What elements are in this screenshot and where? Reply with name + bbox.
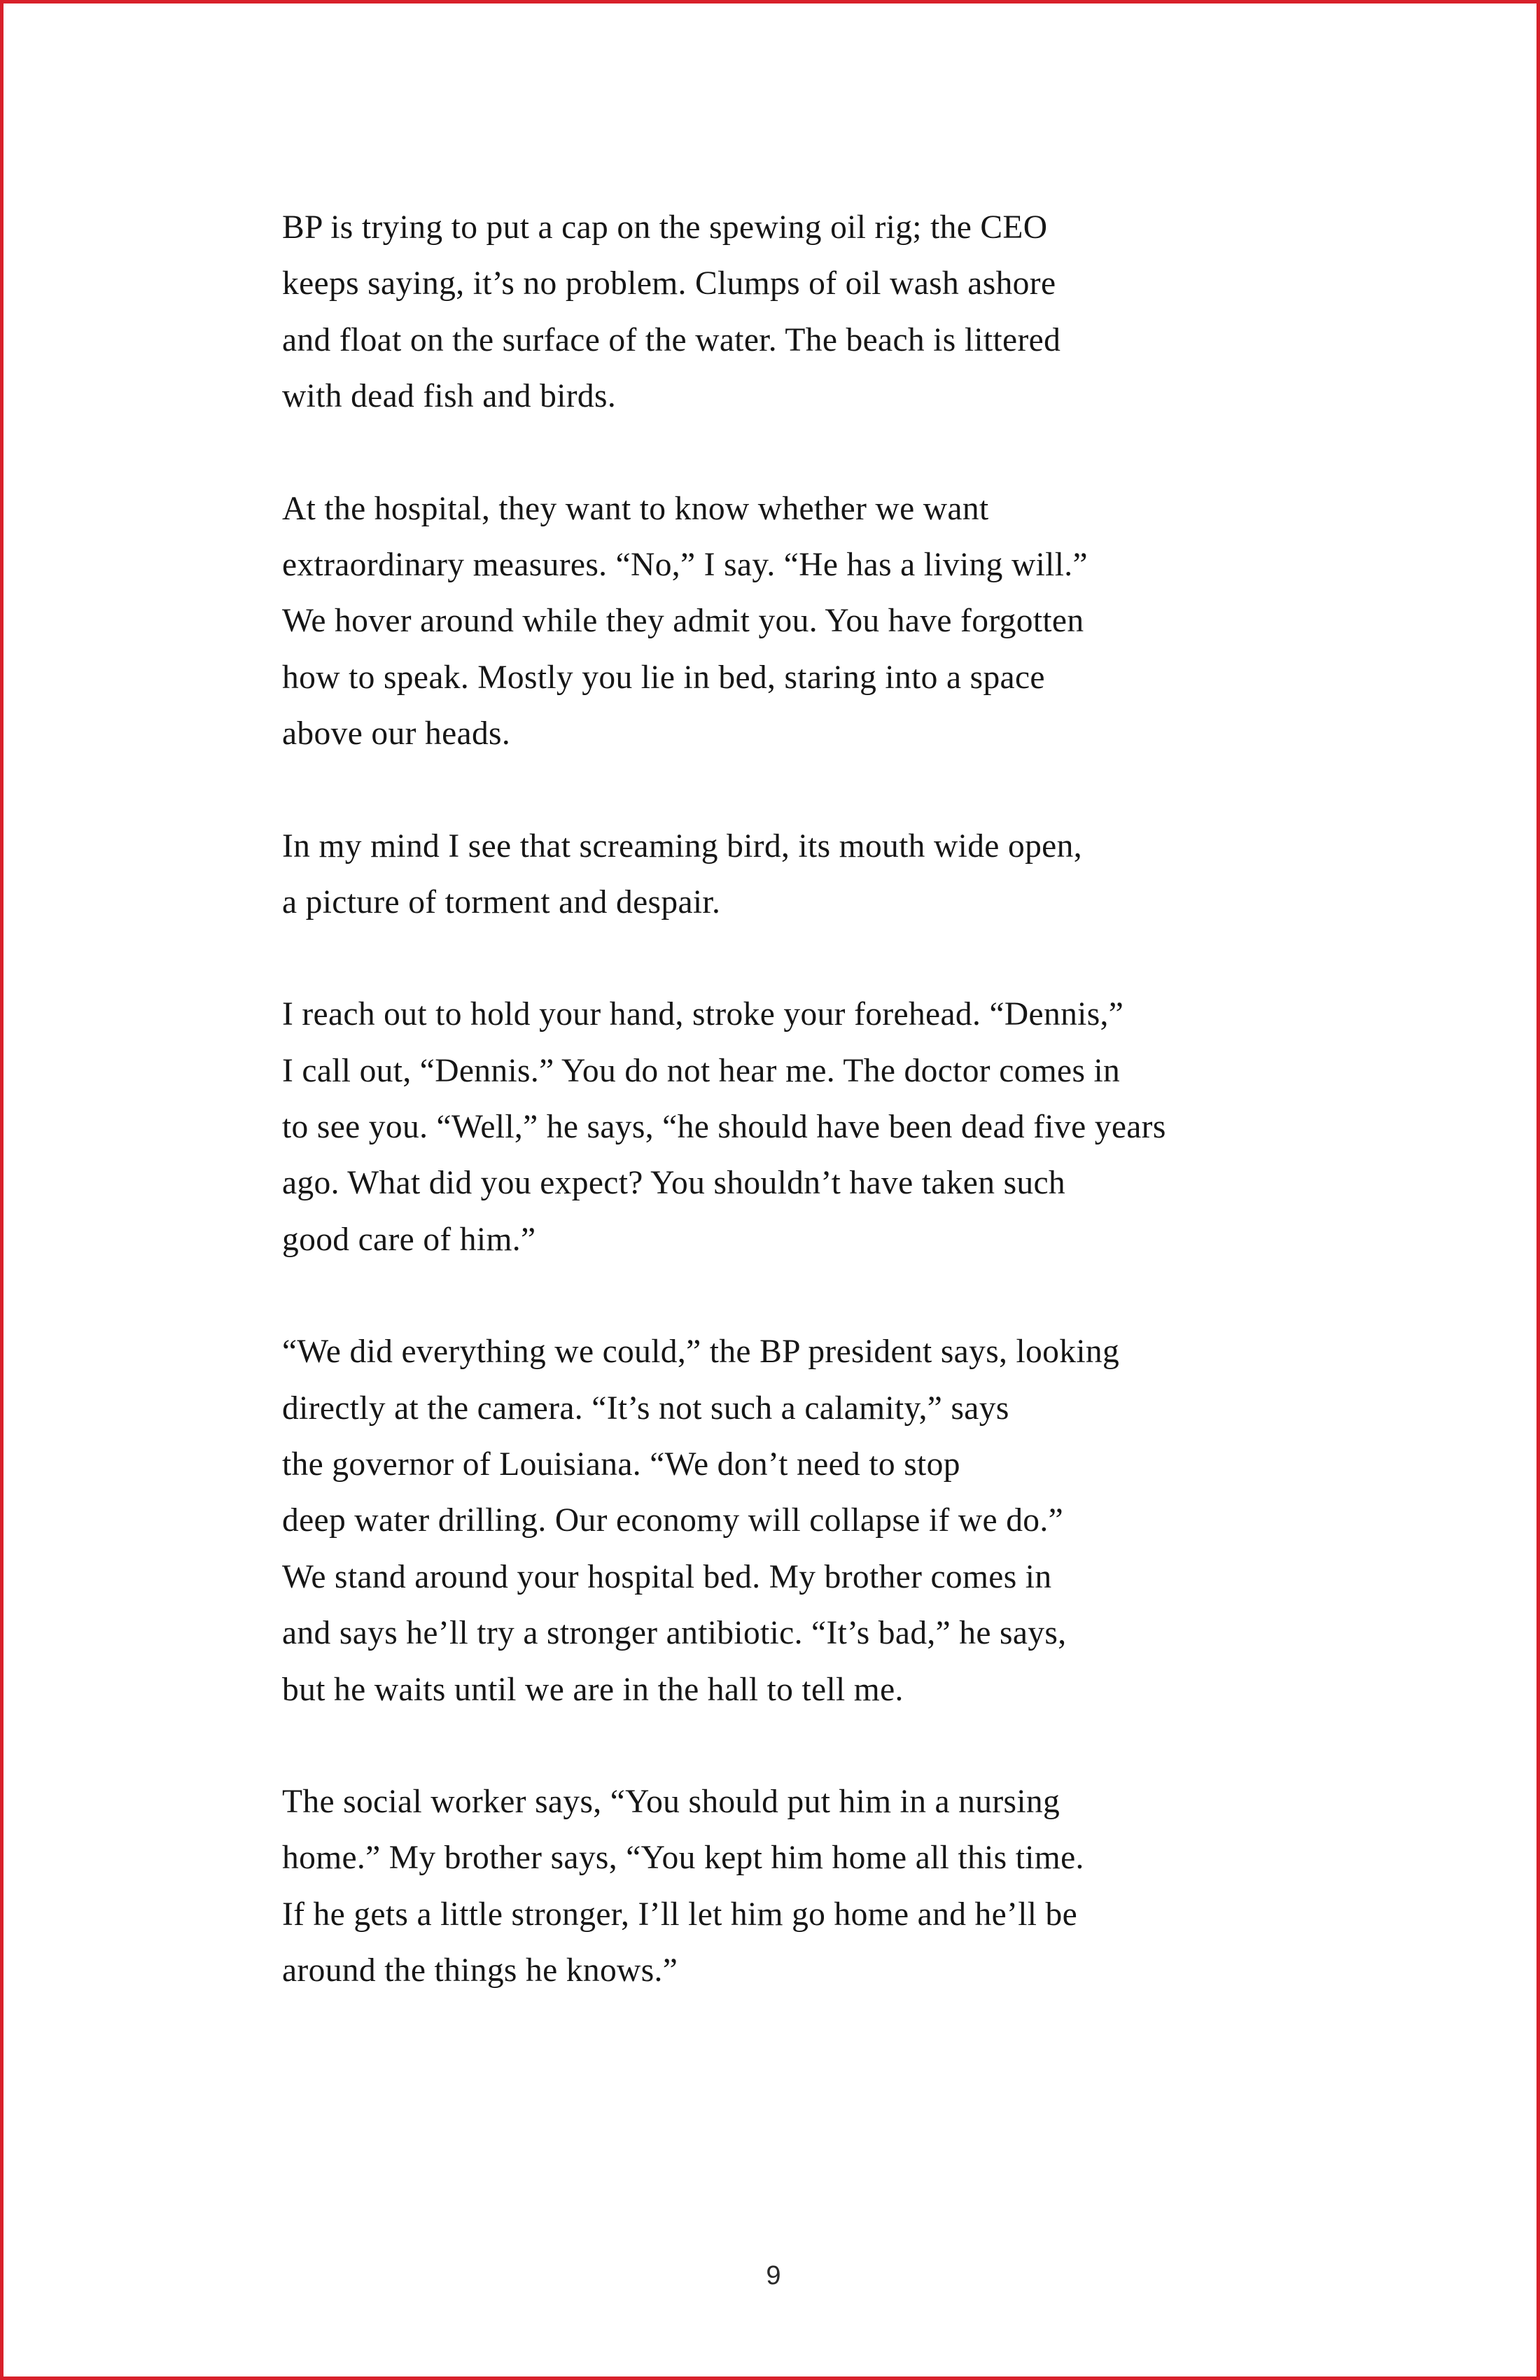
text-line: BP is trying to put a cap on the spewing oil rig; the CEO	[282, 209, 1048, 246]
text-line: and says he’ll try a stronger antibiotic. “It’s bad,” he says,	[282, 1615, 1067, 1652]
text-line: how to speak. Mostly you lie in bed, staring into a space	[282, 659, 1045, 696]
stanza-1	[282, 200, 1276, 425]
poem-body	[282, 200, 1276, 2055]
text-line: I call out, “Dennis.” You do not hear me. The doctor comes in	[282, 1052, 1121, 1089]
text-line: above our heads.	[282, 715, 511, 752]
text-line: a picture of torment and despair.	[282, 883, 721, 920]
text-line: If he gets a little stronger, I’ll let him go home and he’ll be	[282, 1896, 1078, 1933]
text-line: The social worker says, “You should put him in a nursing	[282, 1783, 1060, 1820]
text-line: We stand around your hospital bed. My brother comes in	[282, 1558, 1052, 1595]
text-line: but he waits until we are in the hall to tell me.	[282, 1671, 904, 1708]
text-line: I reach out to hold your hand, stroke your forehead. “Dennis,”	[282, 996, 1124, 1033]
text-line: “We did everything we could,” the BP president says, looking	[282, 1334, 1120, 1371]
text-line: We hover around while they admit you. You have forgotten	[282, 603, 1084, 640]
text-line: home.” My brother says, “You kept him home all this time.	[282, 1840, 1084, 1877]
stanza-3	[282, 818, 1276, 931]
text-line: In my mind I see that screaming bird, its mouth wide open,	[282, 827, 1082, 864]
text-line: around the things he knows.”	[282, 1952, 678, 1989]
text-line: good care of him.”	[282, 1221, 536, 1258]
text-line: the governor of Louisiana. “We don’t need to stop	[282, 1446, 960, 1483]
stanza-6	[282, 1774, 1276, 1999]
text-line: to see you. “Well,” he says, “he should have been dead five years	[282, 1109, 1166, 1146]
text-line: deep water drilling. Our economy will collapse if we do.”	[282, 1502, 1064, 1539]
stanza-2	[282, 481, 1276, 762]
text-line: directly at the camera. “It’s not such a calamity,” says	[282, 1390, 1009, 1427]
stanza-5	[282, 1324, 1276, 1718]
page-number: 9	[766, 2261, 781, 2290]
text-line: At the hospital, they want to know whether we want	[282, 490, 989, 527]
stanza-4	[282, 986, 1276, 1268]
text-line: ago. What did you expect? You shouldn’t have taken such	[282, 1165, 1066, 1202]
text-line: and float on the surface of the water. The beach is littered	[282, 321, 1061, 358]
text-line: with dead fish and birds.	[282, 378, 617, 415]
text-line: keeps saying, it’s no problem. Clumps of oil wash ashore	[282, 265, 1056, 302]
text-line: extraordinary measures. “No,” I say. “He has a living will.”	[282, 546, 1088, 583]
